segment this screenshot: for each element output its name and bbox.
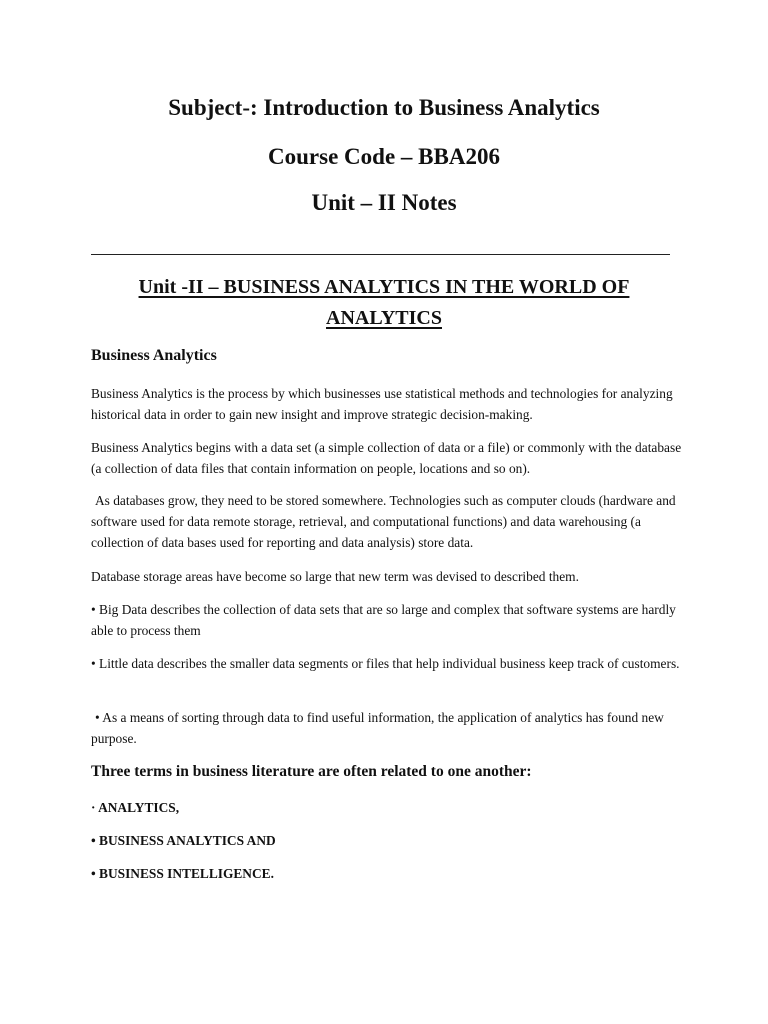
paragraph: Database storage areas have become so large that new term was devised to described them. <box>91 569 579 584</box>
paragraph: As databases grow, they need to be stored somewhere. Technologies such as computer clouds (hardware and software used for data remote storage, retrieval, and computational functions) and data warehousing (a collection of data bases used for reporting and data analysis) store data. <box>91 493 676 550</box>
paragraph: Business Analytics begins with a data set (a simple collection of data or a file) or commonly with the database (a collection of data files that contain information on people, locations and so on). <box>91 440 682 476</box>
term-item: • BUSINESS ANALYTICS AND <box>91 833 276 848</box>
bullet-paragraph: • Big Data describes the collection of data sets that are so large and complex that software systems are hardly able to process them <box>91 602 676 638</box>
paragraph: Business Analytics is the process by which businesses use statistical methods and technologies for analyzing historical data in order to gain new insight and improve strategic decision-making. <box>91 386 673 422</box>
course-code-title: Course Code – BBA206 <box>268 144 500 169</box>
horizontal-rule <box>91 254 670 255</box>
bullet-paragraph: • As a means of sorting through data to find useful information, the application of analytics has found new purpose. <box>91 710 664 746</box>
section-heading: Business Analytics <box>91 347 217 364</box>
term-item: • BUSINESS INTELLIGENCE. <box>91 866 274 881</box>
terms-heading: Three terms in business literature are often related to one another: <box>91 763 532 780</box>
bullet-paragraph: • Little data describes the smaller data segments or files that help individual business keep track of customers. <box>91 656 680 671</box>
unit-heading: Unit -II – BUSINESS ANALYTICS IN THE WORLD OF ANALYTICS <box>138 276 630 329</box>
unit-notes-title: Unit – II Notes <box>311 190 457 215</box>
term-item: · ANALYTICS, <box>91 800 180 815</box>
subject-title: Subject-: Introduction to Business Analytics <box>168 95 600 120</box>
